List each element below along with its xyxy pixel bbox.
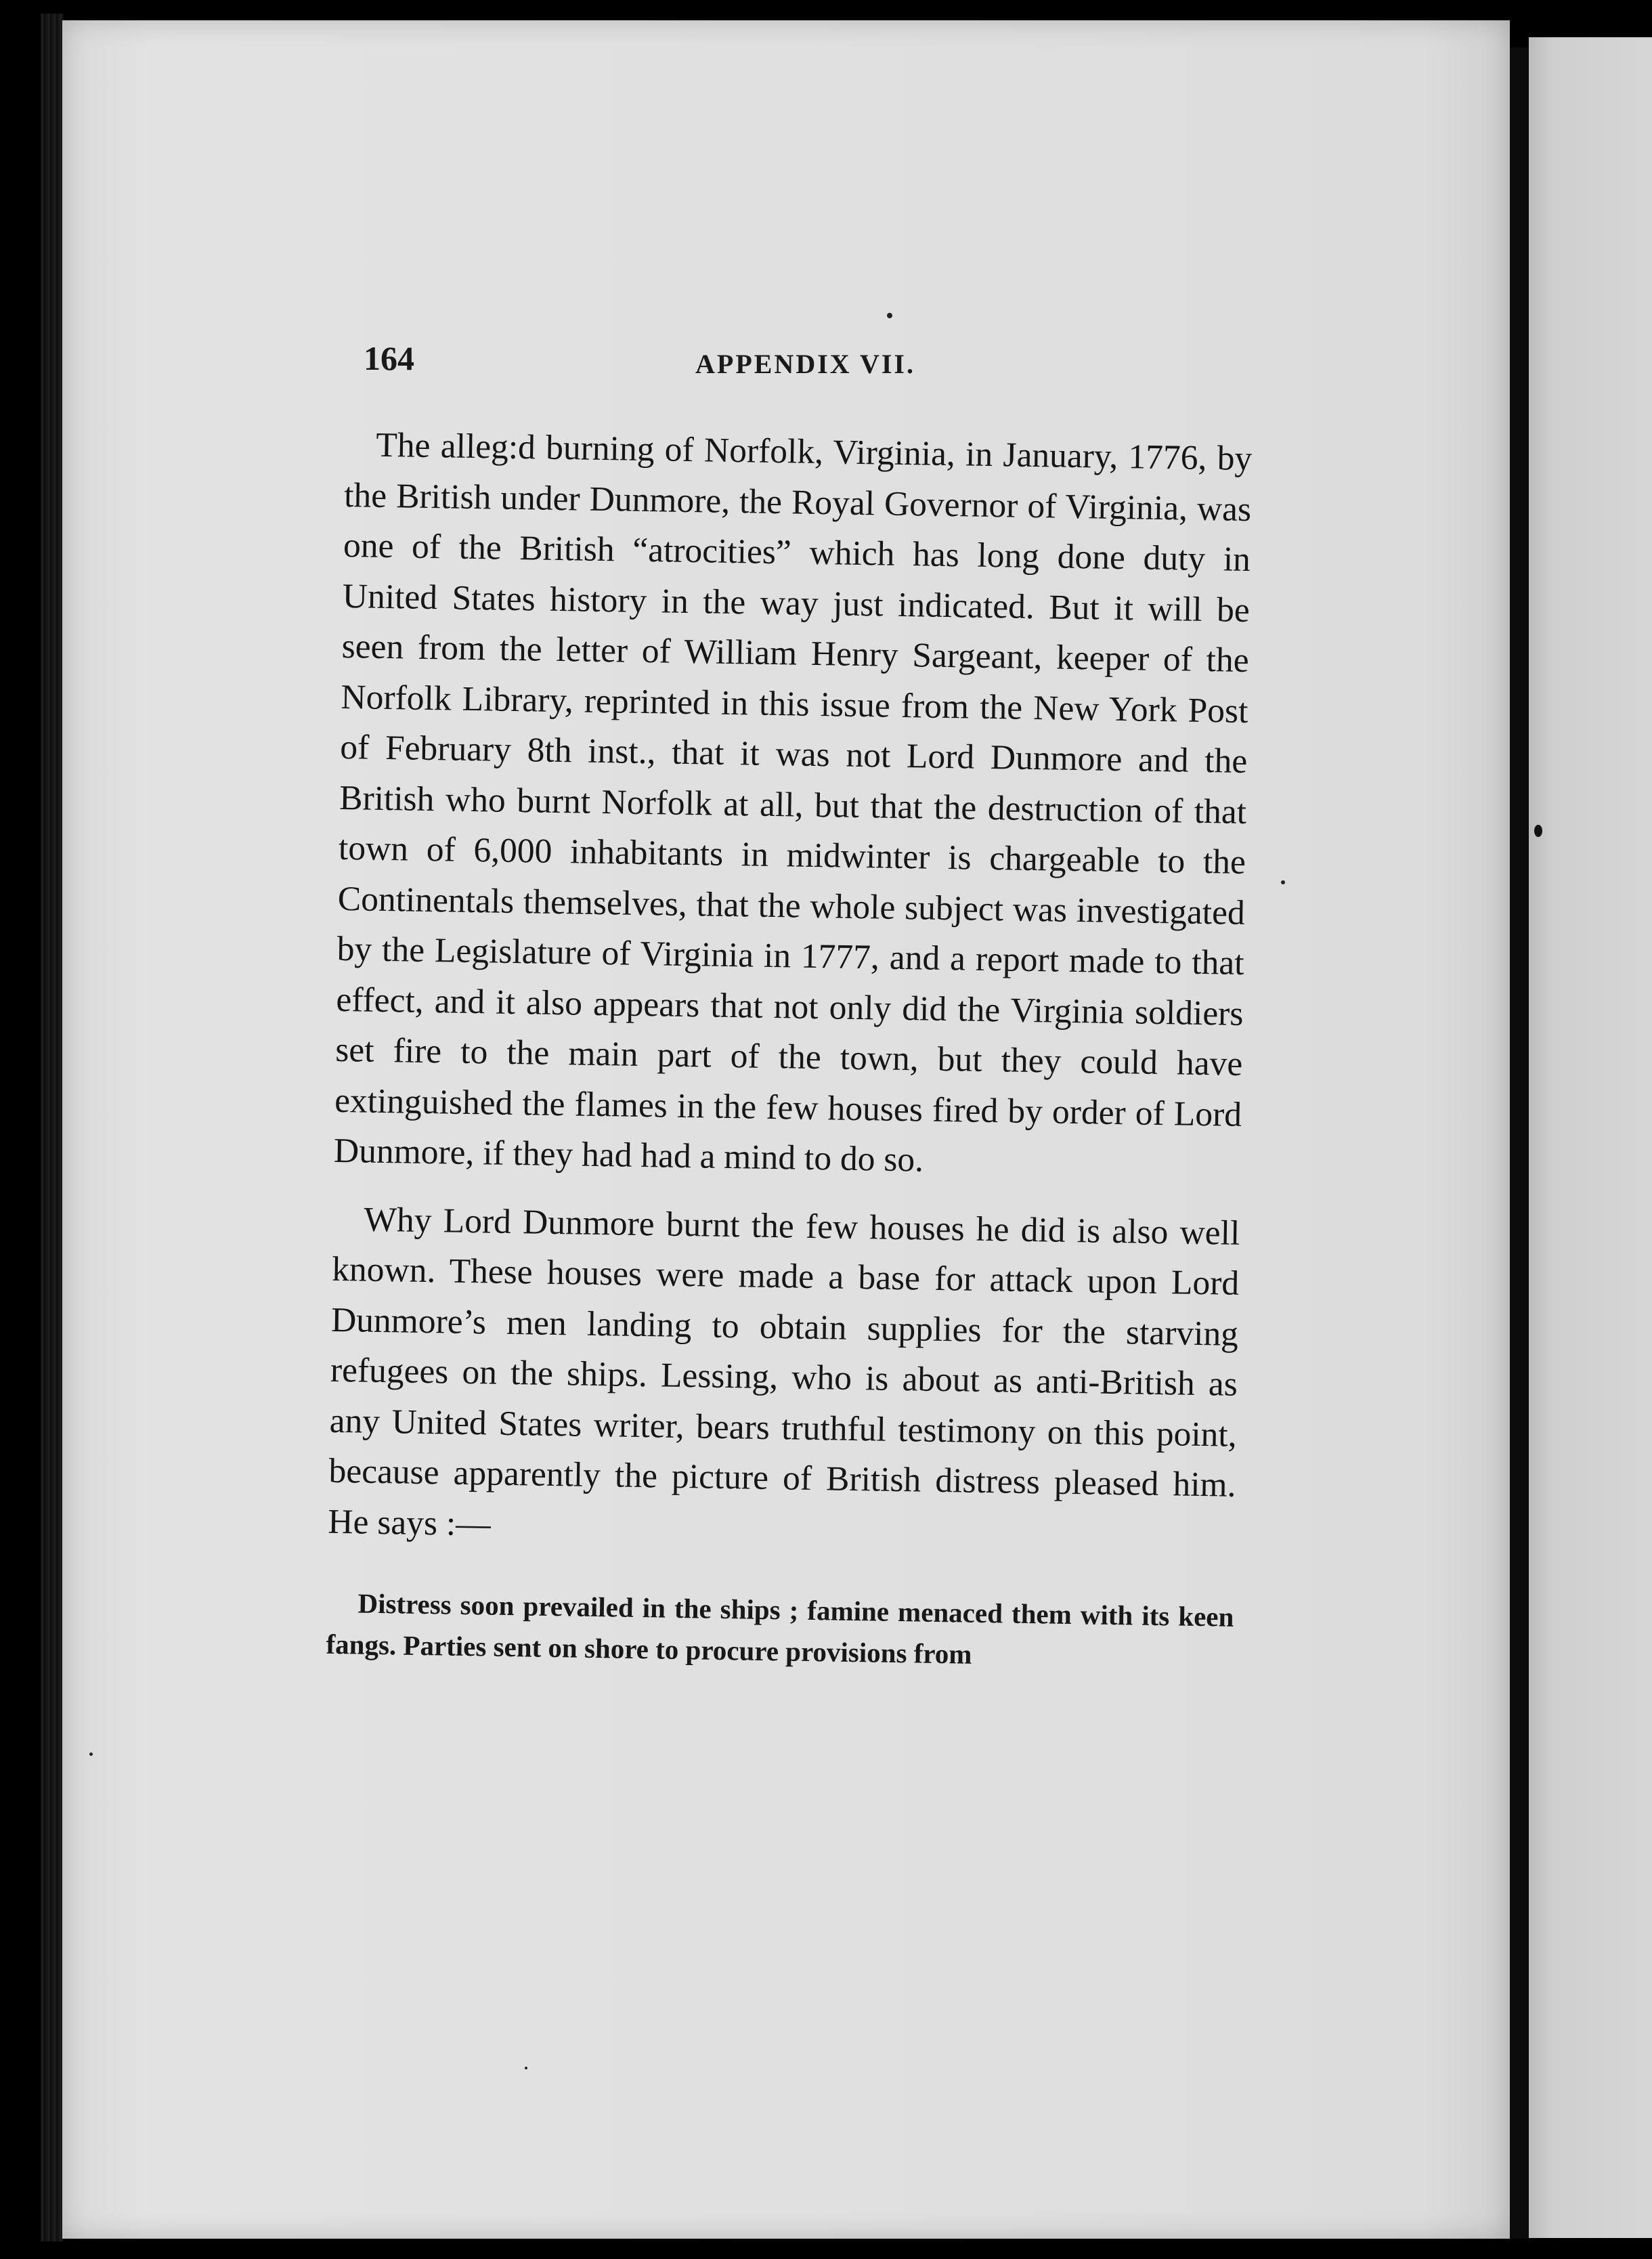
block-quote: Distress soon prevailed in the ships ; famine menaced them with its keen fangs. Parties sent on shore to procure provisions from (326, 1587, 1234, 1670)
page-stack-edge (41, 14, 64, 2241)
adjacent-page-edge (1529, 37, 1652, 2238)
ink-speck (887, 313, 892, 318)
body-paragraph: Why Lord Dunmore burnt the few houses he did is also well known. These houses were made a base for attack upon Lord Dunmore’s men landing to obtain supplies for the starving refugees on the ships. Lessing, who is about as anti-British as any United States writer, bears truthful testimony on this point, because apparently the picture of British distress pleased him. He says :— (327, 1200, 1240, 1544)
ink-speck (1281, 880, 1285, 884)
ink-speck (89, 1752, 93, 1756)
page-number: 164 (364, 339, 414, 377)
page-header (364, 339, 1298, 393)
body-paragraph: The alleg:d burning of Norfolk, Virginia, in January, 1776, by the British under Dunmore, the Royal Governor of Virginia, was one of the British “atrocities” which has long done duty in United States history in the way just indicated. But it will be seen from the letter of William Henry Sargeant, keeper of the Norfolk Library, reprinted in this issue from the New York Post of February 8th inst., that it was not Lord Dunmore and the British who burnt Norfolk at all, but that the destruction of that town of 6,000 inhabitants in midwinter is chargeable to the Continentals themselves, that the whole subject was investigated by the Legislature of Virginia in 1777, and a report made to that effect, and it also appears that not only did the Virginia soldiers set fire to the main part of the town, but they could have extinguished the flames in the few houses fired by order of Lord Dunmore, if they had had a mind to do so. (333, 425, 1253, 1180)
page-body (326, 420, 1253, 1679)
ink-speck (525, 2067, 527, 2069)
running-title: APPENDIX VII. (695, 349, 915, 379)
book-gutter (1510, 47, 1529, 2239)
ink-speck (1534, 825, 1542, 837)
